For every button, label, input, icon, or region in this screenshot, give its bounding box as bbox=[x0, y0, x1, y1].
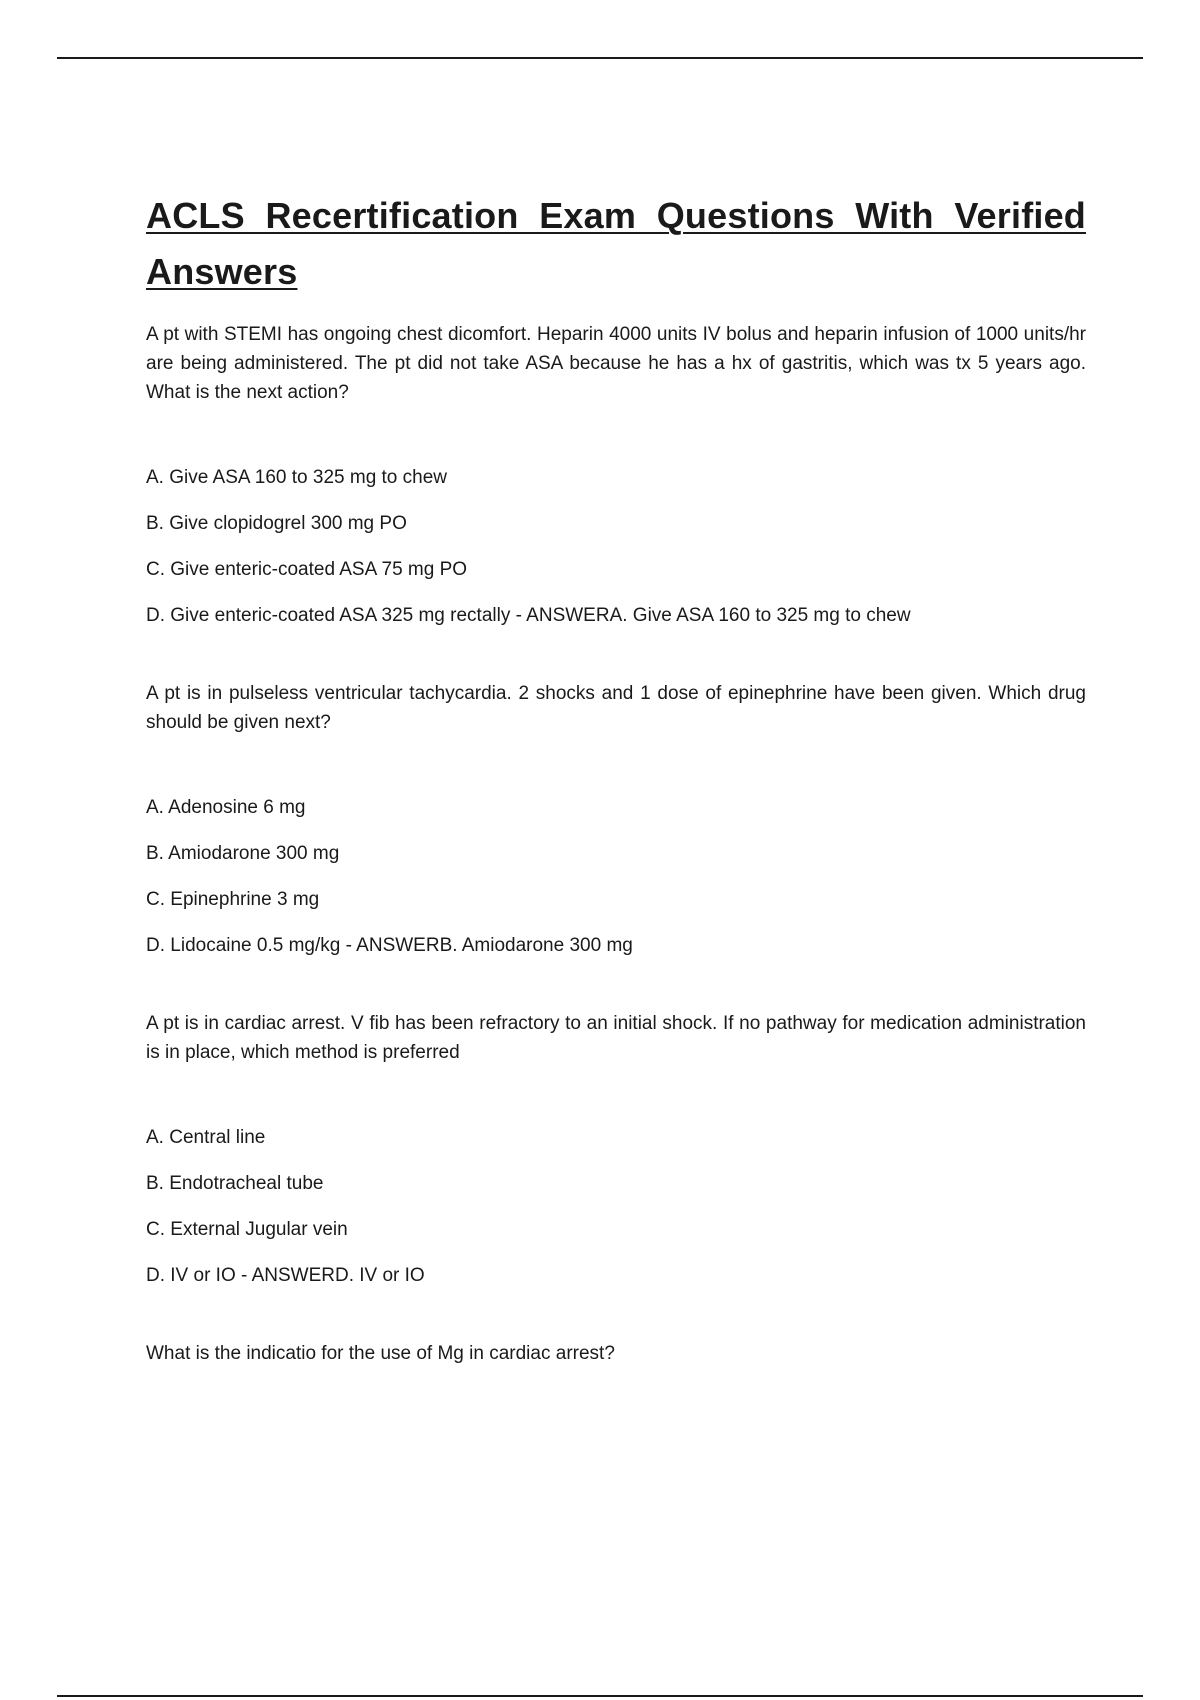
question-block bbox=[146, 679, 1086, 959]
option-list bbox=[146, 1125, 1086, 1289]
footer-rule bbox=[57, 1695, 1143, 1697]
option-item: C. Epinephrine 3 mg bbox=[146, 889, 320, 910]
option-item: B. Amiodarone 300 mg bbox=[146, 843, 340, 864]
option-item: C. Give enteric-coated ASA 75 mg PO bbox=[146, 559, 468, 580]
option-list bbox=[146, 795, 1086, 959]
option-item: B. Endotracheal tube bbox=[146, 1173, 324, 1194]
question-text: A pt is in cardiac arrest. V fib has been refractory to an initial shock. If no pathway for medication administration is in place, which method is preferred bbox=[146, 1013, 1086, 1063]
option-item: A. Central line bbox=[146, 1127, 266, 1148]
option-item-answer: D. Lidocaine 0.5 mg/kg - ANSWERB. Amiodarone 300 mg bbox=[146, 935, 633, 956]
document-body bbox=[146, 188, 1086, 1418]
option-item-answer: D. Give enteric-coated ASA 325 mg rectally - ANSWERA. Give ASA 160 to 325 mg to chew bbox=[146, 605, 911, 626]
question-block bbox=[146, 1009, 1086, 1289]
question-block bbox=[146, 1339, 1086, 1368]
question-text: What is the indicatio for the use of Mg in cardiac arrest? bbox=[146, 1343, 615, 1364]
option-item: B. Give clopidogrel 300 mg PO bbox=[146, 513, 407, 534]
document-title: ACLS Recertification Exam Questions With Verified Answers bbox=[146, 195, 1086, 292]
question-text: A pt with STEMI has ongoing chest dicomfort. Heparin 4000 units IV bolus and heparin infusion of 1000 units/hr are being administered. The pt did not take ASA because he has a hx of gastritis, which was tx 5 years ago. What is the next action? bbox=[146, 324, 1086, 403]
option-item: A. Adenosine 6 mg bbox=[146, 797, 306, 818]
header-rule bbox=[57, 57, 1143, 59]
question-block bbox=[146, 320, 1086, 629]
option-list bbox=[146, 465, 1086, 629]
option-item: C. External Jugular vein bbox=[146, 1219, 348, 1240]
option-item-answer: D. IV or IO - ANSWERD. IV or IO bbox=[146, 1265, 425, 1286]
question-text: A pt is in pulseless ventricular tachycardia. 2 shocks and 1 dose of epinephrine have been given. Which drug should be given next? bbox=[146, 683, 1086, 733]
option-item: A. Give ASA 160 to 325 mg to chew bbox=[146, 467, 448, 488]
